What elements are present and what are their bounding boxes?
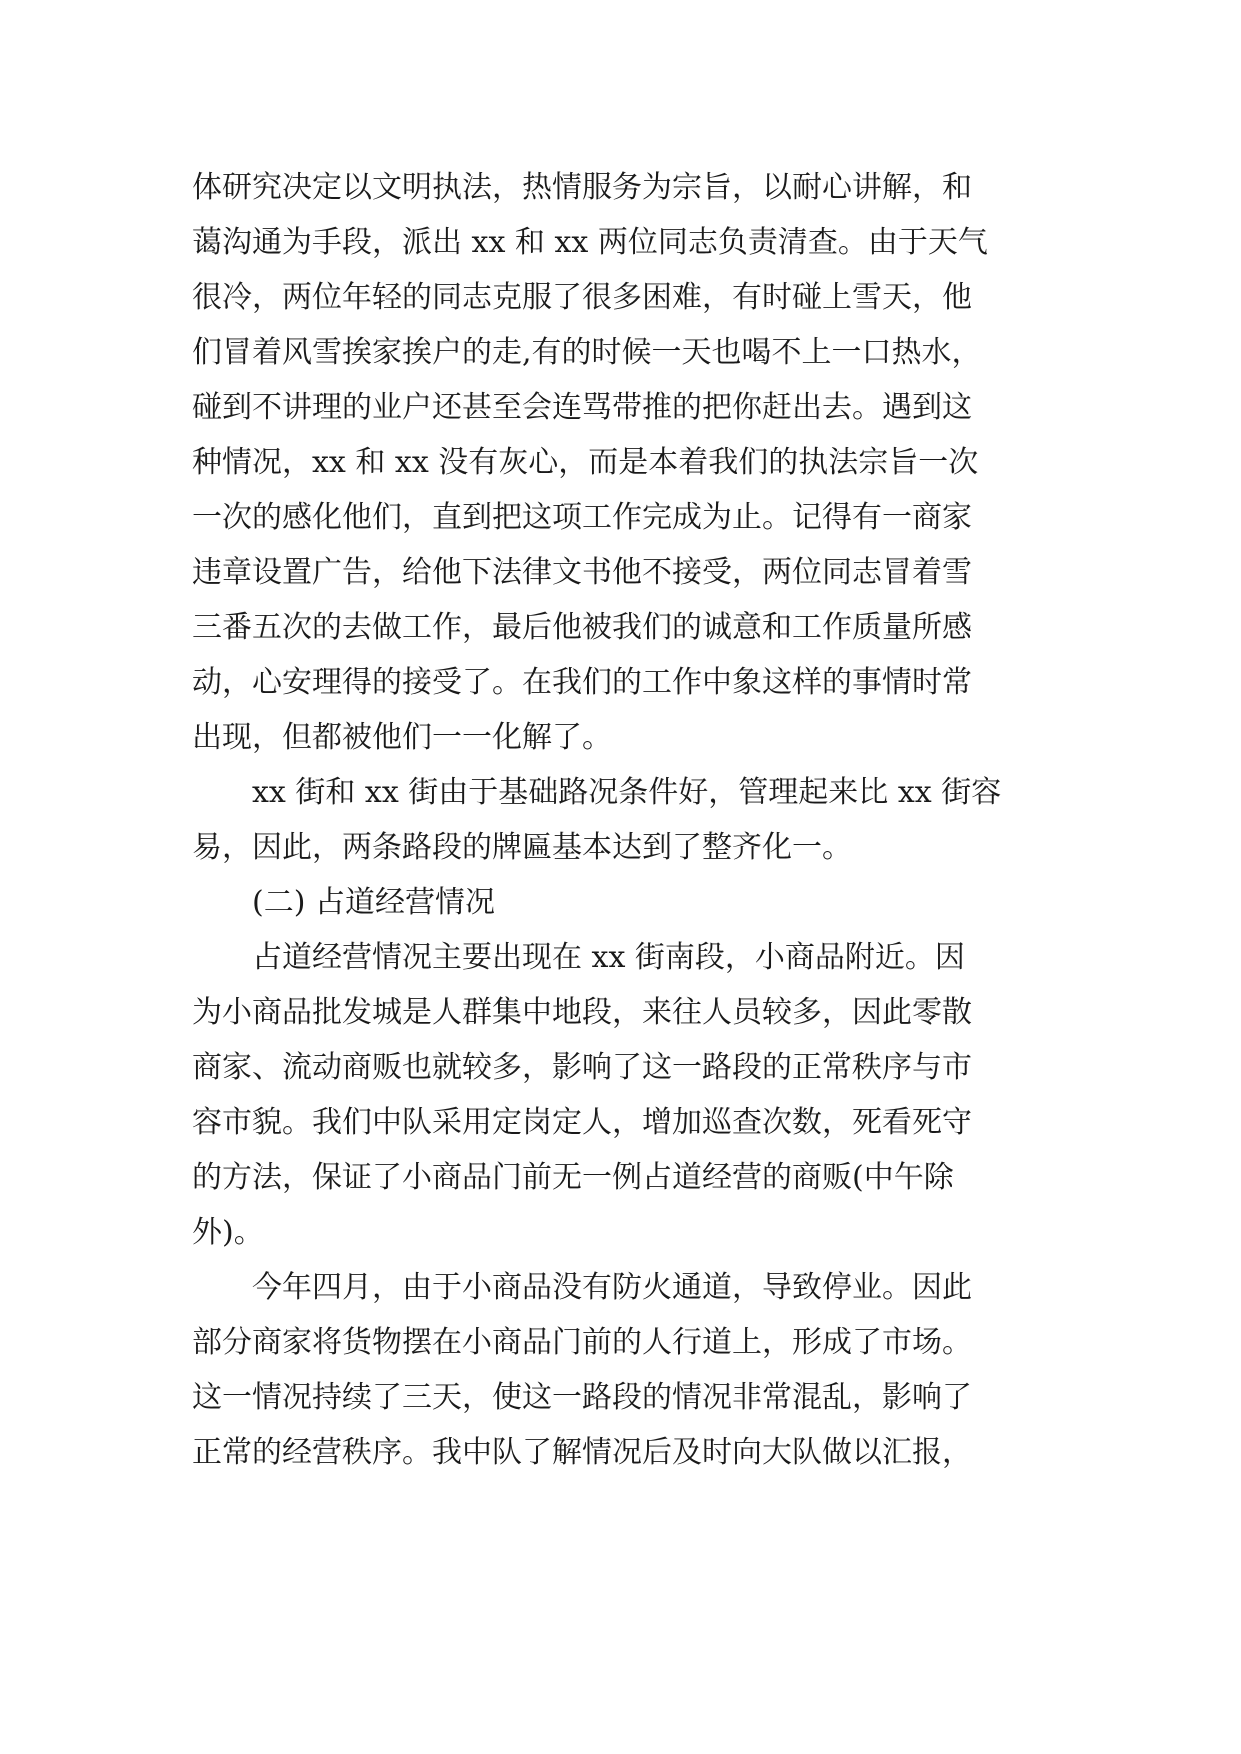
paragraph-line: xx 街和 xx 街由于基础路况条件好，管理起来比 xx 街容: [252, 775, 1002, 810]
paragraph-line: 这一情况持续了三天，使这一路段的情况非常混乱，影响了: [192, 1380, 972, 1415]
paragraph-line: 动，心安理得的接受了。在我们的工作中象这样的事情时常: [192, 665, 972, 700]
document-body: [192, 160, 1052, 1480]
paragraph-line: 三番五次的去做工作，最后他被我们的诚意和工作质量所感: [192, 610, 972, 645]
paragraph-line: 碰到不讲理的业户还甚至会连骂带推的把你赶出去。遇到这: [192, 390, 972, 425]
paragraph-line: 种情况，xx 和 xx 没有灰心，而是本着我们的执法宗旨一次: [192, 445, 979, 480]
paragraph-line: 正常的经营秩序。我中队了解情况后及时向大队做以汇报，: [192, 1435, 972, 1470]
paragraph-line: 的方法，保证了小商品门前无一例占道经营的商贩(中午除: [192, 1160, 954, 1195]
paragraph-line: 今年四月，由于小商品没有防火通道，导致停业。因此: [252, 1270, 972, 1305]
paragraph-line: 违章设置广告，给他下法律文书他不接受，两位同志冒着雪: [192, 555, 972, 590]
paragraph-line: 出现，但都被他们一一化解了。: [192, 720, 612, 755]
paragraph-line: 容市貌。我们中队采用定岗定人，增加巡查次数，死看死守: [192, 1105, 972, 1140]
paragraph-line: 体研究决定以文明执法，热情服务为宗旨，以耐心讲解，和: [192, 170, 972, 205]
paragraph-line: 占道经营情况主要出现在 xx 街南段，小商品附近。因: [252, 940, 965, 975]
paragraph-line: 们冒着风雪挨家挨户的走,有的时候一天也喝不上一口热水，: [192, 335, 982, 370]
paragraph-line: 蔼沟通为手段，派出 xx 和 xx 两位同志负责清查。由于天气: [192, 225, 988, 260]
paragraph-line: 部分商家将货物摆在小商品门前的人行道上，形成了市场。: [192, 1325, 972, 1360]
paragraph-line: 很冷，两位年轻的同志克服了很多困难，有时碰上雪天，他: [192, 280, 972, 315]
paragraph-line: 为小商品批发城是人群集中地段，来往人员较多，因此零散: [192, 995, 972, 1030]
paragraph-line: 一次的感化他们，直到把这项工作完成为止。记得有一商家: [192, 500, 972, 535]
paragraph-line: 易，因此，两条路段的牌匾基本达到了整齐化一。: [192, 830, 852, 865]
paragraph-line: 商家、流动商贩也就较多，影响了这一路段的正常秩序与市: [192, 1050, 972, 1085]
paragraph-line: 外)。: [192, 1215, 264, 1250]
section-heading: (二) 占道经营情况: [252, 885, 495, 920]
